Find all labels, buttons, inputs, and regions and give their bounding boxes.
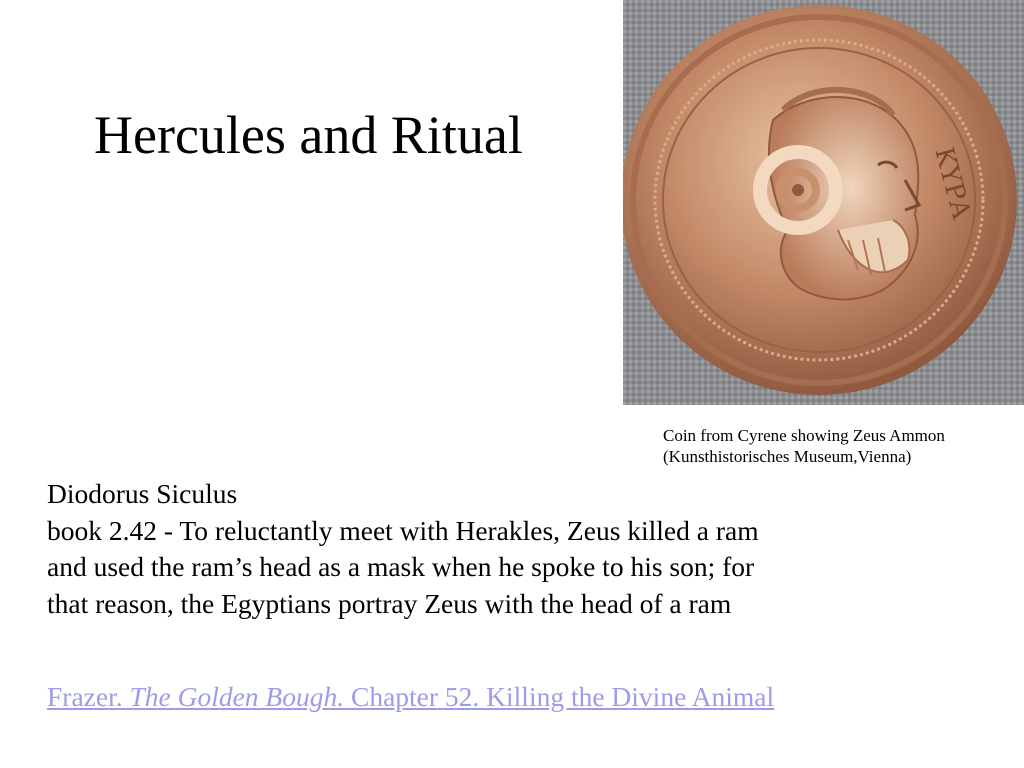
link-chapter: Chapter 52. Killing the Divine Animal <box>350 681 775 712</box>
coin-inscription: ΚΥΡΑ <box>928 144 977 223</box>
link-book-title: The Golden Bough. <box>129 681 345 712</box>
body-heading: Diodorus Siculus <box>47 478 238 509</box>
body-line-3: that reason, the Egyptians portray Zeus with the head of a ram <box>47 587 732 619</box>
caption-line-2: (Kunsthistorisches Museum,Vienna) <box>663 447 912 466</box>
body-line-1: book 2.42 - To reluctantly meet with Herakles, Zeus killed a ram <box>47 514 759 546</box>
image-caption <box>663 425 1013 467</box>
slide-title: Hercules and Ritual <box>94 105 523 165</box>
caption-line-1: Coin from Cyrene showing Zeus Ammon <box>663 426 945 445</box>
body-text <box>47 476 977 622</box>
frazer-golden-bough-link[interactable] <box>47 679 774 715</box>
coin-image <box>623 0 1024 405</box>
body-line-2: and used the ram’s head as a mask when he spoke to his son; for <box>47 551 755 582</box>
link-author: Frazer. <box>47 681 123 712</box>
